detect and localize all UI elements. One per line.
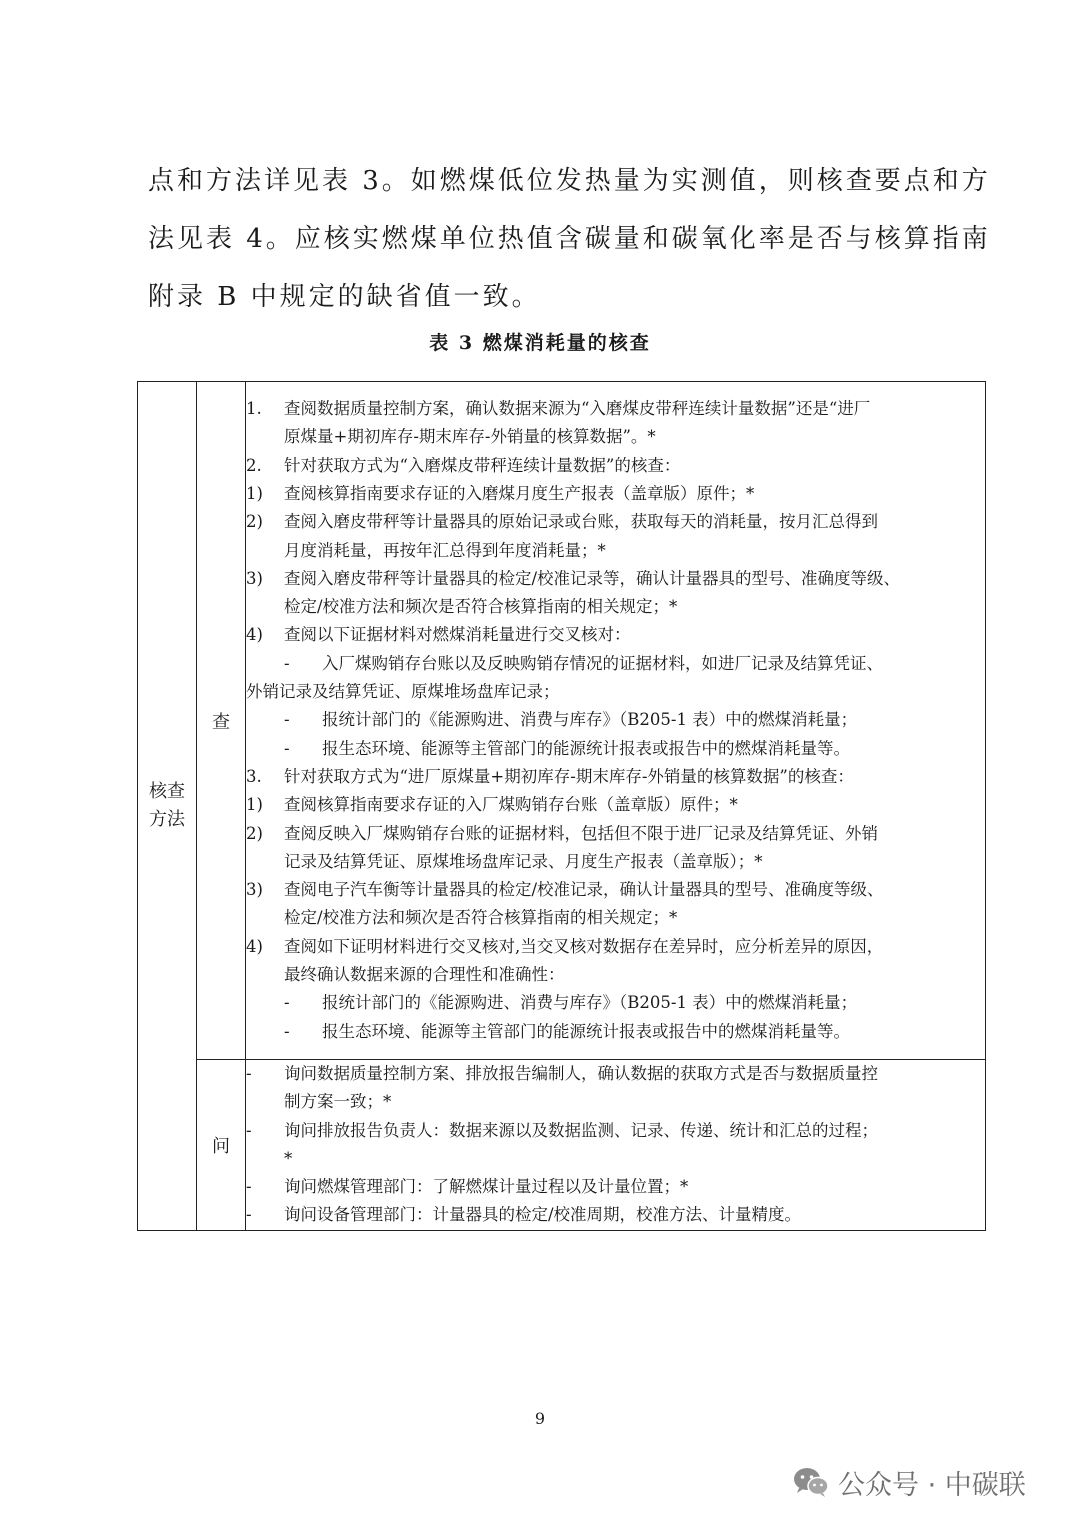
row-marker: 3.: [246, 766, 262, 786]
row-marker: 3): [246, 880, 263, 900]
table-row: [246, 1201, 985, 1229]
row-text: 报统计部门的《能源购进、消费与库存》（B205-1 表）中的燃煤消耗量；: [322, 710, 858, 730]
row-marker: -: [284, 993, 290, 1013]
table-row: [246, 452, 985, 480]
intro-line: 附录 B 中规定的缺省值一致。: [148, 282, 541, 312]
table-row: [246, 933, 985, 961]
table-row: [246, 961, 985, 989]
row-text: 查阅入磨皮带秤等计量器具的原始记录或台账，获取每天的消耗量，按月汇总得到: [284, 512, 878, 532]
table-row: [246, 395, 985, 423]
table-row: [246, 1088, 985, 1116]
row-text: 询问数据质量控制方案、排放报告编制人，确认数据的获取方式是否与数据质量控: [284, 1064, 878, 1083]
page-number: 9: [534, 1409, 546, 1428]
row-marker: 1): [246, 483, 263, 503]
row-text: 查阅如下证明材料进行交叉核对,当交叉核对数据存在差异时，应分析差异的原因，: [284, 936, 884, 956]
table-row: [246, 537, 985, 565]
ask-content-cell: [246, 1060, 986, 1231]
table-row: [246, 678, 985, 706]
table-row: [246, 1145, 985, 1173]
row-text: 报生态环境、能源等主管部门的能源统计报表或报告中的燃煤消耗量等。: [322, 738, 850, 758]
table-row: [246, 848, 985, 876]
row-marker: 2.: [246, 455, 262, 475]
wechat-icon: [792, 1465, 830, 1499]
row-text: 询问设备管理部门：计量器具的检定/校准周期，校准方法、计量精度。: [284, 1205, 802, 1225]
row-marker: [246, 423, 284, 451]
row-marker: 2): [246, 823, 263, 843]
table-row: [246, 904, 985, 932]
row-text: 报统计部门的《能源购进、消费与库存》（B205-1 表）中的燃煤消耗量；: [322, 993, 858, 1013]
table-row: [246, 820, 985, 848]
table-row: [246, 1117, 985, 1145]
ask-label: 问: [212, 1135, 230, 1157]
row-marker: -: [284, 1021, 290, 1041]
row-text: 询问燃煤管理部门：了解燃煤计量过程以及计量位置；*: [284, 1177, 689, 1197]
row-marker: 3): [246, 568, 263, 588]
row-text: 查阅反映入厂煤购销存台账的证据材料，包括但不限于进厂记录及结算凭证、外销: [284, 823, 878, 843]
row-marker: [246, 593, 284, 621]
table-row: [246, 763, 985, 791]
watermark-text: 公众号 · 中碳联: [838, 1469, 1026, 1501]
row-text: 检定/校准方法和频次是否符合核算指南的相关规定；*: [284, 597, 678, 617]
row-marker: 4): [246, 625, 263, 645]
row-text: 外销记录及结算凭证、原煤堆场盘库记录；: [246, 682, 560, 702]
check-label: 查: [212, 711, 230, 733]
row-marker: [246, 1088, 284, 1116]
table-caption: 表 3 燃煤消耗量的核查: [429, 332, 651, 354]
row-text: 入厂煤购销存台账以及反映购销存情况的证据材料，如进厂记录及结算凭证、: [322, 653, 883, 673]
table-row: [246, 1018, 985, 1046]
method-header-cell: [138, 382, 197, 1231]
row-text: 查阅核算指南要求存证的入磨煤月度生产报表（盖章版）原件；*: [284, 483, 755, 503]
row-text: 原煤量+期初库存-期末库存-外销量的核算数据”。*: [284, 427, 656, 447]
row-text: 查阅数据质量控制方案，确认数据来源为“入磨煤皮带秤连续计量数据”还是“进厂: [284, 399, 871, 419]
row-text: 询问排放报告负责人：数据来源以及数据监测、记录、传递、统计和汇总的过程；: [284, 1120, 878, 1140]
row-text: 针对获取方式为“进厂原煤量+期初库存-期末库存-外销量的核算数据”的核查：: [284, 766, 854, 786]
row-text: 查阅电子汽车衡等计量器具的检定/校准记录，确认计量器具的型号、准确度等级、: [284, 880, 884, 900]
watermark: [792, 1460, 1026, 1504]
row-text: *: [284, 1148, 293, 1168]
row-text: 查阅入磨皮带秤等计量器具的检定/校准记录等，确认计量器具的型号、准确度等级、: [284, 568, 901, 588]
row-text: 针对获取方式为“入磨煤皮带秤连续计量数据”的核查：: [284, 455, 681, 475]
check-content-cell: [246, 382, 986, 1060]
table-row: [246, 989, 985, 1017]
row-text: 月度消耗量，再按年汇总得到年度消耗量；*: [284, 540, 606, 560]
row-marker: [246, 961, 284, 989]
table-row: [246, 876, 985, 904]
row-marker: [246, 1145, 284, 1173]
row-marker: -: [284, 710, 290, 730]
row-marker: -: [284, 738, 290, 758]
row-text: 制方案一致；*: [284, 1092, 392, 1112]
table-row: [246, 1060, 985, 1088]
table-row: [246, 565, 985, 593]
table-row: [246, 593, 985, 621]
row-text: 记录及结算凭证、原煤堆场盘库记录、月度生产报表（盖章版）；*: [284, 851, 763, 871]
row-marker: -: [284, 653, 290, 673]
method-header-line: 核查: [149, 780, 185, 802]
row-marker: -: [246, 1205, 252, 1225]
check-label-cell: [197, 382, 246, 1060]
row-text: 查阅以下证据材料对燃煤消耗量进行交叉核对：: [284, 625, 631, 645]
row-text: 最终确认数据来源的合理性和准确性：: [284, 965, 565, 985]
table-row: [246, 621, 985, 649]
table-row: [246, 650, 985, 678]
table-row: [246, 508, 985, 536]
row-marker: [246, 537, 284, 565]
intro-line: 点和方法详见表 3。如燃煤低位发热量为实测值，则核查要点和方: [148, 166, 991, 196]
table-row: [246, 1173, 985, 1201]
table-row: [246, 706, 985, 734]
ask-label-cell: [197, 1060, 246, 1231]
row-marker: 4): [246, 936, 263, 956]
row-marker: [246, 848, 284, 876]
method-header-line: 方法: [149, 808, 185, 830]
verification-table: [137, 381, 986, 1231]
intro-paragraph: [148, 152, 991, 326]
row-marker: 1.: [246, 399, 262, 419]
row-text: 报生态环境、能源等主管部门的能源统计报表或报告中的燃煤消耗量等。: [322, 1021, 850, 1041]
row-text: 检定/校准方法和频次是否符合核算指南的相关规定；*: [284, 908, 678, 928]
row-marker: -: [246, 1064, 252, 1083]
table-row: [246, 791, 985, 819]
row-marker: -: [246, 1120, 252, 1140]
row-marker: 1): [246, 795, 263, 815]
row-marker: -: [246, 1177, 252, 1197]
table-row: [246, 480, 985, 508]
intro-line: 法见表 4。应核实燃煤单位热值含碳量和碳氧化率是否与核算指南: [148, 224, 991, 254]
row-text: 查阅核算指南要求存证的入厂煤购销存台账（盖章版）原件；*: [284, 795, 738, 815]
row-marker: [246, 904, 284, 932]
row-marker: 2): [246, 512, 263, 532]
table-row: [246, 423, 985, 451]
table-row: [246, 735, 985, 763]
